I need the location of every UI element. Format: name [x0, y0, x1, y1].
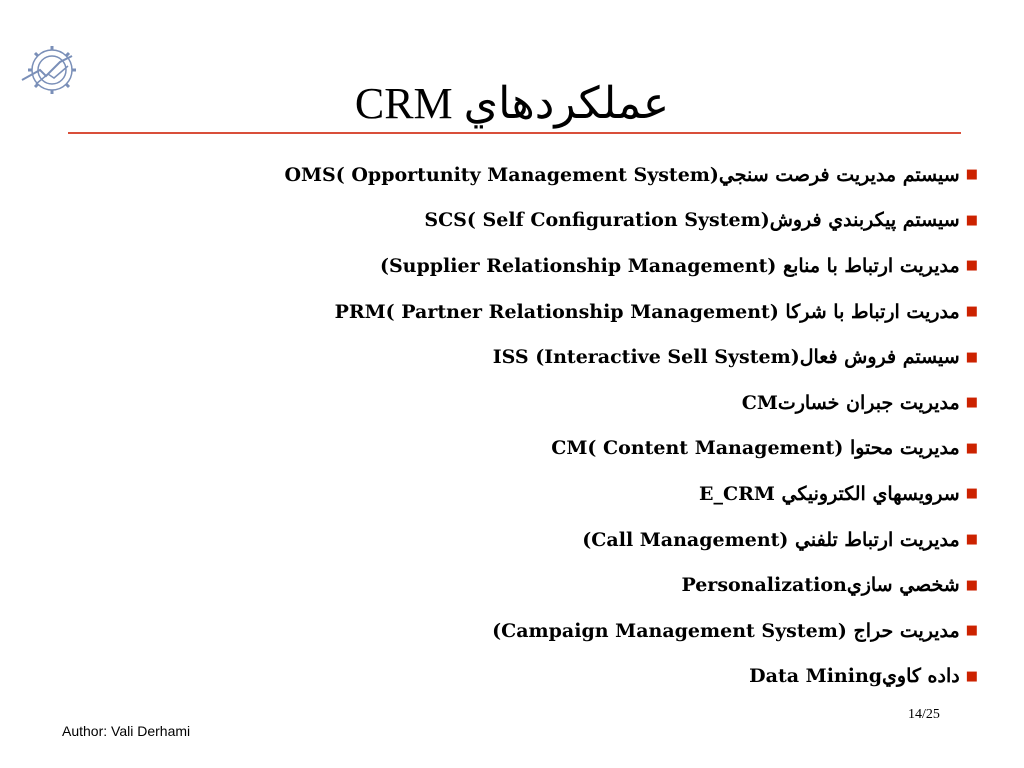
bullet-icon: ■ [965, 668, 978, 684]
bullet-icon: ■ [965, 349, 978, 365]
bullet-icon: ■ [965, 395, 978, 411]
list-item [78, 562, 978, 608]
list-item [78, 380, 978, 426]
list-item-text: مديريت ارتباط با منابع (Supplier Relationship Management) [379, 254, 960, 277]
list-item-text: شخصي سازيPersonalization [681, 574, 960, 597]
bullet-icon: ■ [965, 304, 978, 320]
list-item-text: سرويسهاي الكترونيكي E_CRM [698, 482, 960, 505]
list-item [78, 334, 978, 380]
list-item-text: مديريت جبران خسارتCM [741, 391, 960, 414]
bullet-icon: ■ [965, 440, 978, 456]
list-item [78, 608, 978, 654]
list-item-text: مديريت محتوا CM( Content Management) [551, 437, 960, 460]
list-item [78, 243, 978, 289]
list-item [78, 654, 978, 700]
list-item-text: مديريت ارتباط تلفني (Call Management) [582, 528, 960, 551]
bullet-icon: ■ [965, 258, 978, 274]
bullet-icon: ■ [965, 532, 978, 548]
list-item-text: سيستم پيكربندي فروشSCS( Self Configuration System) [424, 209, 960, 232]
footer-author: Author: Vali Derhami [62, 723, 191, 739]
bullet-icon: ■ [965, 212, 978, 228]
list-item-text: مديريت حراج (Campaign Management System) [492, 619, 960, 642]
bullet-list [78, 152, 978, 699]
bullet-icon: ■ [965, 623, 978, 639]
bullet-icon: ■ [965, 167, 978, 183]
list-item-text: داده كاويData Mining [749, 665, 960, 688]
page-number: 14/25 [908, 707, 940, 722]
list-item [78, 289, 978, 335]
bullet-icon: ■ [965, 577, 978, 593]
list-item [78, 517, 978, 563]
list-item [78, 198, 978, 244]
list-item [78, 471, 978, 517]
list-item-text: سيستم فروش فعالISS (Interactive Sell System) [492, 346, 960, 369]
page-title: عملكردهاي CRM [354, 79, 670, 128]
list-item [78, 426, 978, 472]
list-item [78, 152, 978, 198]
list-item-text: مدريت ارتباط با شركا PRM( Partner Relationship Management) [334, 300, 960, 323]
list-item-text: سيستم مديريت فرصت سنجيOMS( Opportunity Management System) [284, 163, 960, 186]
title-divider [68, 132, 961, 134]
bullet-icon: ■ [965, 486, 978, 502]
